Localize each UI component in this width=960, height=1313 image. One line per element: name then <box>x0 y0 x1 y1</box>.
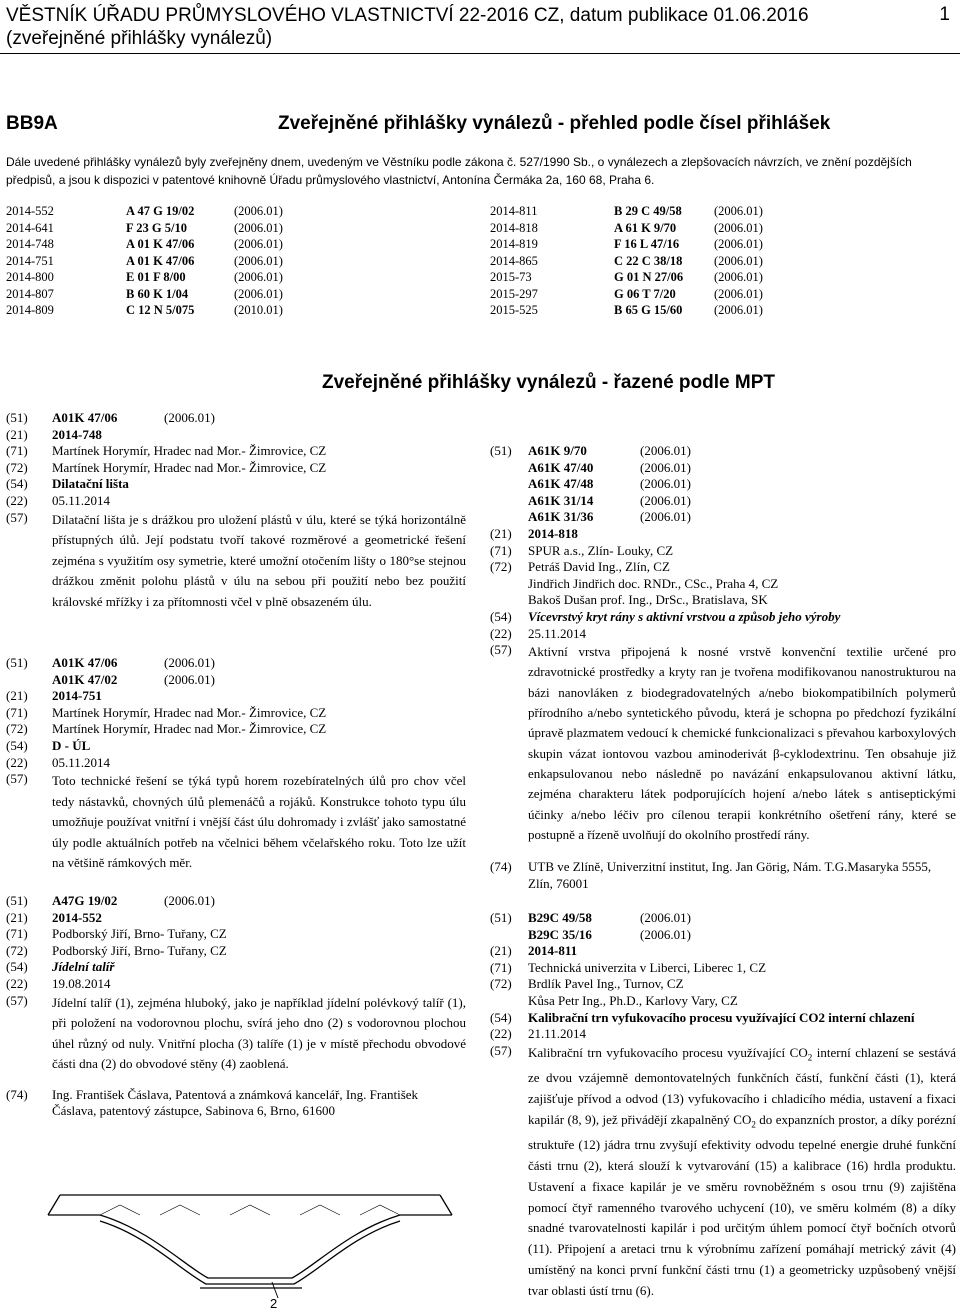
agent-row: (74) Ing. František Čáslava, Patentová a známková kancelář, Ing. František Čáslava, patentový zástupce, Sabinova 6, Brno, 61600 <box>6 1086 419 1119</box>
overview-row <box>6 253 283 270</box>
application-number: 2014-865 <box>490 253 538 268</box>
abstract-row: (57) Jídelní talíř (1), zejména hluboký, jako je například jídelní polévkový talíř (1), při položení na vodorovnou plochu, svírá jeho dno (2) s vodorovnou plochou úhel různý od nuly. Vnitřní plocha (3) talíře (1) je v místě přechodu obvodové části dna (2) do obvodové stěny (4) zaoblená. <box>6 992 466 1072</box>
classification-version: (2006.01) <box>234 237 283 251</box>
bowl-inner-curve <box>100 1221 400 1284</box>
classification-row: (51) A01K 47/06 (2006.01) <box>6 410 215 425</box>
bulletin-subtitle: (zveřejněné přihlášky vynálezů) <box>6 28 273 49</box>
classification-code: A 01 K 47/06 <box>126 237 195 251</box>
inventor-row: (72) Martínek Horymír, Hradec nad Mor.- Žimrovice, CZ <box>6 721 327 737</box>
overview-row <box>490 269 763 286</box>
plate-figure <box>40 1170 460 1310</box>
applicant-row: (71) Podborský Jiří, Brno- Tuřany, CZ <box>6 926 227 942</box>
title-row: (54) Jídelní talíř <box>6 959 115 975</box>
overview-row <box>490 203 763 220</box>
rim-right-edge <box>440 1195 452 1215</box>
application-entry <box>490 910 956 1302</box>
overview-table-right <box>490 203 763 319</box>
overview-row <box>490 253 763 270</box>
classification-code: B 65 G 15/60 <box>614 303 683 317</box>
bowl-outer-curve <box>100 1215 400 1278</box>
abstract-row: (57) Aktivní vrstva připojená k nosné vrstvě konvenční textilie určené pro zdravotnické prostředky a kryty ran je tvořena modifikovanou nanostrukturou na bázi nanovláken z biodegradovatelných a/nebo biokompatibilních polymerů přírodního a/nebo syntetického původu, která je schopna po předchozí fyzikální úpravě plazmatem vedoucí k chemické funkcionalizaci s převahou karboxylových skupin vázat iontovou vazbou aminoderivát β-cyklodextrinu. Ten obsahuje již enkapsulovanou nebo následně po navázání enkapsulovanou aktivní látku, zejména charakteru látek podporujících hojení a/nebo látek s antiseptickými účinky a/nebo léčiv pro cílenou terapii konkrétního ošetření rány, které se postupně a řízeně uvolňují do okolního prostředí rány. <box>490 642 956 842</box>
classification-row: (51) B29C 49/58 (2006.01) B29C 35/16 (2006.01) <box>490 910 691 942</box>
overview-row <box>6 302 283 319</box>
bulletin-title: VĚSTNÍK ÚŘADU PRŮMYSLOVÉHO VLASTNICTVÍ 22-2016 CZ, datum publikace 01.06.2016 <box>6 5 809 26</box>
classification-version: (2006.01) <box>234 253 283 268</box>
classification-version: (2006.01) <box>714 270 763 284</box>
classification-code: C 12 N 5/075 <box>126 303 195 317</box>
application-number-row: (21) 2014-748 <box>6 426 102 442</box>
classification-code: F 23 G 5/10 <box>126 220 187 235</box>
filing-date-row: (22) 21.11.2014 <box>490 1026 587 1042</box>
application-number: 2014-819 <box>490 237 538 251</box>
inventor-row: (72) Brdlík Pavel Ing., Turnov, CZ Kůsa Petr Ing., Ph.D., Karlovy Vary, CZ <box>490 976 738 1008</box>
section-title: Zveřejněné přihlášky vynálezů - přehled podle čísel přihlášek <box>278 113 831 134</box>
overview-row <box>490 220 763 237</box>
title-row: (54) D - ÚL <box>6 737 91 753</box>
header-divider <box>0 53 960 54</box>
overview-row <box>490 236 763 253</box>
agent-row: (74) UTB ve Zlíně, Univerzitní institut, Ing. Jan Görig, Nám. T.G.Masaryka 5555, Zlín, 76001 <box>490 859 932 891</box>
application-number: 2014-800 <box>6 270 54 284</box>
overview-row <box>490 302 763 319</box>
application-number: 2014-811 <box>490 204 538 218</box>
overview-row <box>6 236 283 253</box>
classification-version: (2006.01) <box>234 204 283 218</box>
classification-code: B 29 C 49/58 <box>614 204 682 218</box>
classification-code: G 06 T 7/20 <box>614 286 676 301</box>
classification-version: (2006.01) <box>714 253 763 268</box>
filing-date-row: (22) 25.11.2014 <box>490 625 587 641</box>
bulletin-header <box>6 4 809 50</box>
section-code: BB9A <box>6 113 58 134</box>
inventor-row: (72) Petráš David Ing., Zlín, CZ Jindřich Jindřich doc. RNDr., CSc., Praha 4, CZ Bakoš Dušan prof. Ing., DrSc., Bratislava, SK <box>490 559 779 608</box>
classification-version: (2006.01) <box>714 286 763 301</box>
mpt-section-title: Zveřejněné přihlášky vynálezů - řazené podle MPT <box>322 372 775 393</box>
page-number: 1 <box>939 4 950 25</box>
overview-table-left <box>6 203 283 319</box>
classification-code: C 22 C 38/18 <box>614 253 683 268</box>
application-entry <box>6 893 466 1120</box>
classification-version: (2006.01) <box>714 220 763 235</box>
plate-hatching <box>100 1205 400 1215</box>
classification-code: E 01 F 8/00 <box>126 270 186 284</box>
overview-row <box>6 286 283 303</box>
rim-left-edge <box>48 1195 60 1215</box>
applicant-row: (71) Technická univerzita v Liberci, Liberec 1, CZ <box>490 959 767 975</box>
title-row: (54) Kalibrační trn vyfukovacího procesu využívající CO2 interní chlazení <box>490 1009 915 1025</box>
classification-version: (2006.01) <box>714 204 763 218</box>
abstract-row: (57) Toto technické řešení se týká typů horem rozebíratelných úlů pro chov včel tedy nástavků, chovných úlů plemenáčů a rojáků. Konstrukce tohoto typu úlu umožňuje používat vnitřní i vnější část úlu dohromady i zvlášť jako samostatné úly podle aktuálních potřeb na včelnici během včelařského roku. Toto lze užít na většině rámkových měr. <box>6 771 466 871</box>
overview-row <box>6 220 283 237</box>
intro-paragraph: Dále uvedené přihlášky vynálezů byly zveřejněny dnem, uvedeným ve Věstníku podle zákona č. 527/1990 Sb., o vynálezech a zlepšovacích návrzích, ve znění pozdějších předpisů, a jsou k dispozici v patentové knihovně Úřadu průmyslového vlastnictví, Antonína Čermáka 2a, 160 68, Praha 6. <box>6 155 912 187</box>
abstract-row: (57) Kalibrační trn vyfukovacího procesu využívající $CO_2$ interní chlazení se sestává ze dvou vzájemně demontovatelných funkčních částí, funkční části (1), která zajišťuje přívod a odvod (13) vyfukovacího i chladicího média, ustavení a fixaci kapilár (8, 9), jež přivádějí zkapalněný $CO_2$ do expanzních prostor, a díky porézní struktuře (12) jádra trnu zvyšují efektivity odvodu tepelné energie druhé funkční části trnu (2), která slouží k vytvarování (15) a kalibrace (16) hrdla produktu. Ustavení a fixace kapilár je ve směru rovnoběžném s osou trnu (9) zajištěna pomocí čtyř ramenného tvarového uchycení (10), ve směru kolmém (8) a díky snadné tvarovatelnosti kapilár i pod určitým úhlem pomocí čtyř bočních otvorů (11). Připojení a aretaci trnu k výrobnímu zařízení pomáhají metrický závit (4) umístěný na konci první funkční části trnu (1) a geometricky uzpůsobený vnější tvar oblasti ústí trnu (6). <box>490 1042 957 1298</box>
application-number: 2014-818 <box>490 220 538 235</box>
application-number: 2014-641 <box>6 220 54 235</box>
application-number: 2014-748 <box>6 237 54 251</box>
classification-row: (51) A01K 47/06 (2006.01) A01K 47/02 (2006.01) <box>6 655 215 687</box>
overview-row <box>6 203 283 220</box>
classification-code: G 01 N 27/06 <box>614 270 684 284</box>
application-number: 2014-552 <box>6 204 54 218</box>
classification-row: (51) A61K 9/70 (2006.01) A61K 47/40 (2006.01) A61K 47/48 (2006.01) A61K 31/14 (2006.01) A61K 31/36 (2006.01) <box>490 443 691 525</box>
title-row: (54) Dilatační lišta <box>6 476 129 492</box>
application-number-row: (21) 2014-811 <box>490 943 578 959</box>
applicant-row: (71) Martínek Horymír, Hradec nad Mor.- Žimrovice, CZ <box>6 704 327 720</box>
figure-reference-label: 2 <box>270 1296 278 1310</box>
classification-code: F 16 L 47/16 <box>614 237 680 251</box>
overview-row <box>6 269 283 286</box>
classification-version: (2006.01) <box>714 237 763 251</box>
classification-code: A 61 K 9/70 <box>614 220 677 235</box>
application-number-row: (21) 2014-818 <box>490 525 578 541</box>
classification-version: (2006.01) <box>714 303 763 317</box>
application-number: 2015-525 <box>490 303 538 317</box>
classification-code: B 60 K 1/04 <box>126 286 189 301</box>
filing-date-row: (22) 19.08.2014 <box>6 975 111 991</box>
application-number: 2014-751 <box>6 253 54 268</box>
inventor-row: (72) Martínek Horymír, Hradec nad Mor.- Žimrovice, CZ <box>6 459 327 475</box>
inventor-row: (72) Podborský Jiří, Brno- Tuřany, CZ <box>6 942 227 958</box>
abstract-row: (57) Dilatační lišta je s drážkou pro uložení plástů v úlu, které se týká horizontálně přístupných úlů. Její podstatu tvoří takové rozměrové a geometrické řešení zejména s využitím osy symetrie, které umožní otočením lišty o 180°se stejnou drážkou změnit polohu plástů v úlu na sebou při použití nebo bez použití královské mřížky i za přítomnosti včel v plně obsazeném úlu. <box>6 509 466 609</box>
application-number: 2014-807 <box>6 286 54 301</box>
application-entry <box>6 410 466 612</box>
filing-date-row: (22) 05.11.2014 <box>6 492 111 508</box>
application-number: 2014-809 <box>6 303 54 317</box>
classification-version: (2010.01) <box>234 303 283 317</box>
application-entry <box>490 443 956 892</box>
applicant-row: (71) Martínek Horymír, Hradec nad Mor.- Žimrovice, CZ <box>6 443 327 459</box>
classification-version: (2006.01) <box>234 270 283 284</box>
classification-version: (2006.01) <box>234 220 283 235</box>
title-row: (54) Vícevrstvý kryt rány s aktivní vrstvou a způsob jeho výroby <box>490 608 841 624</box>
filing-date-row: (22) 05.11.2014 <box>6 754 111 770</box>
classification-version: (2006.01) <box>234 286 283 301</box>
classification-code: A 47 G 19/02 <box>126 204 195 218</box>
application-number-row: (21) 2014-552 <box>6 909 102 925</box>
classification-row: (51) A47G 19/02 (2006.01) <box>6 893 215 908</box>
application-number: 2015-297 <box>490 286 538 301</box>
classification-code: A 01 K 47/06 <box>126 253 195 268</box>
application-number-row: (21) 2014-751 <box>6 688 102 704</box>
application-entry <box>6 655 466 874</box>
overview-row <box>490 286 763 303</box>
applicant-row: (71) SPUR a.s., Zlín- Louky, CZ <box>490 542 674 558</box>
application-number: 2015-73 <box>490 270 532 284</box>
